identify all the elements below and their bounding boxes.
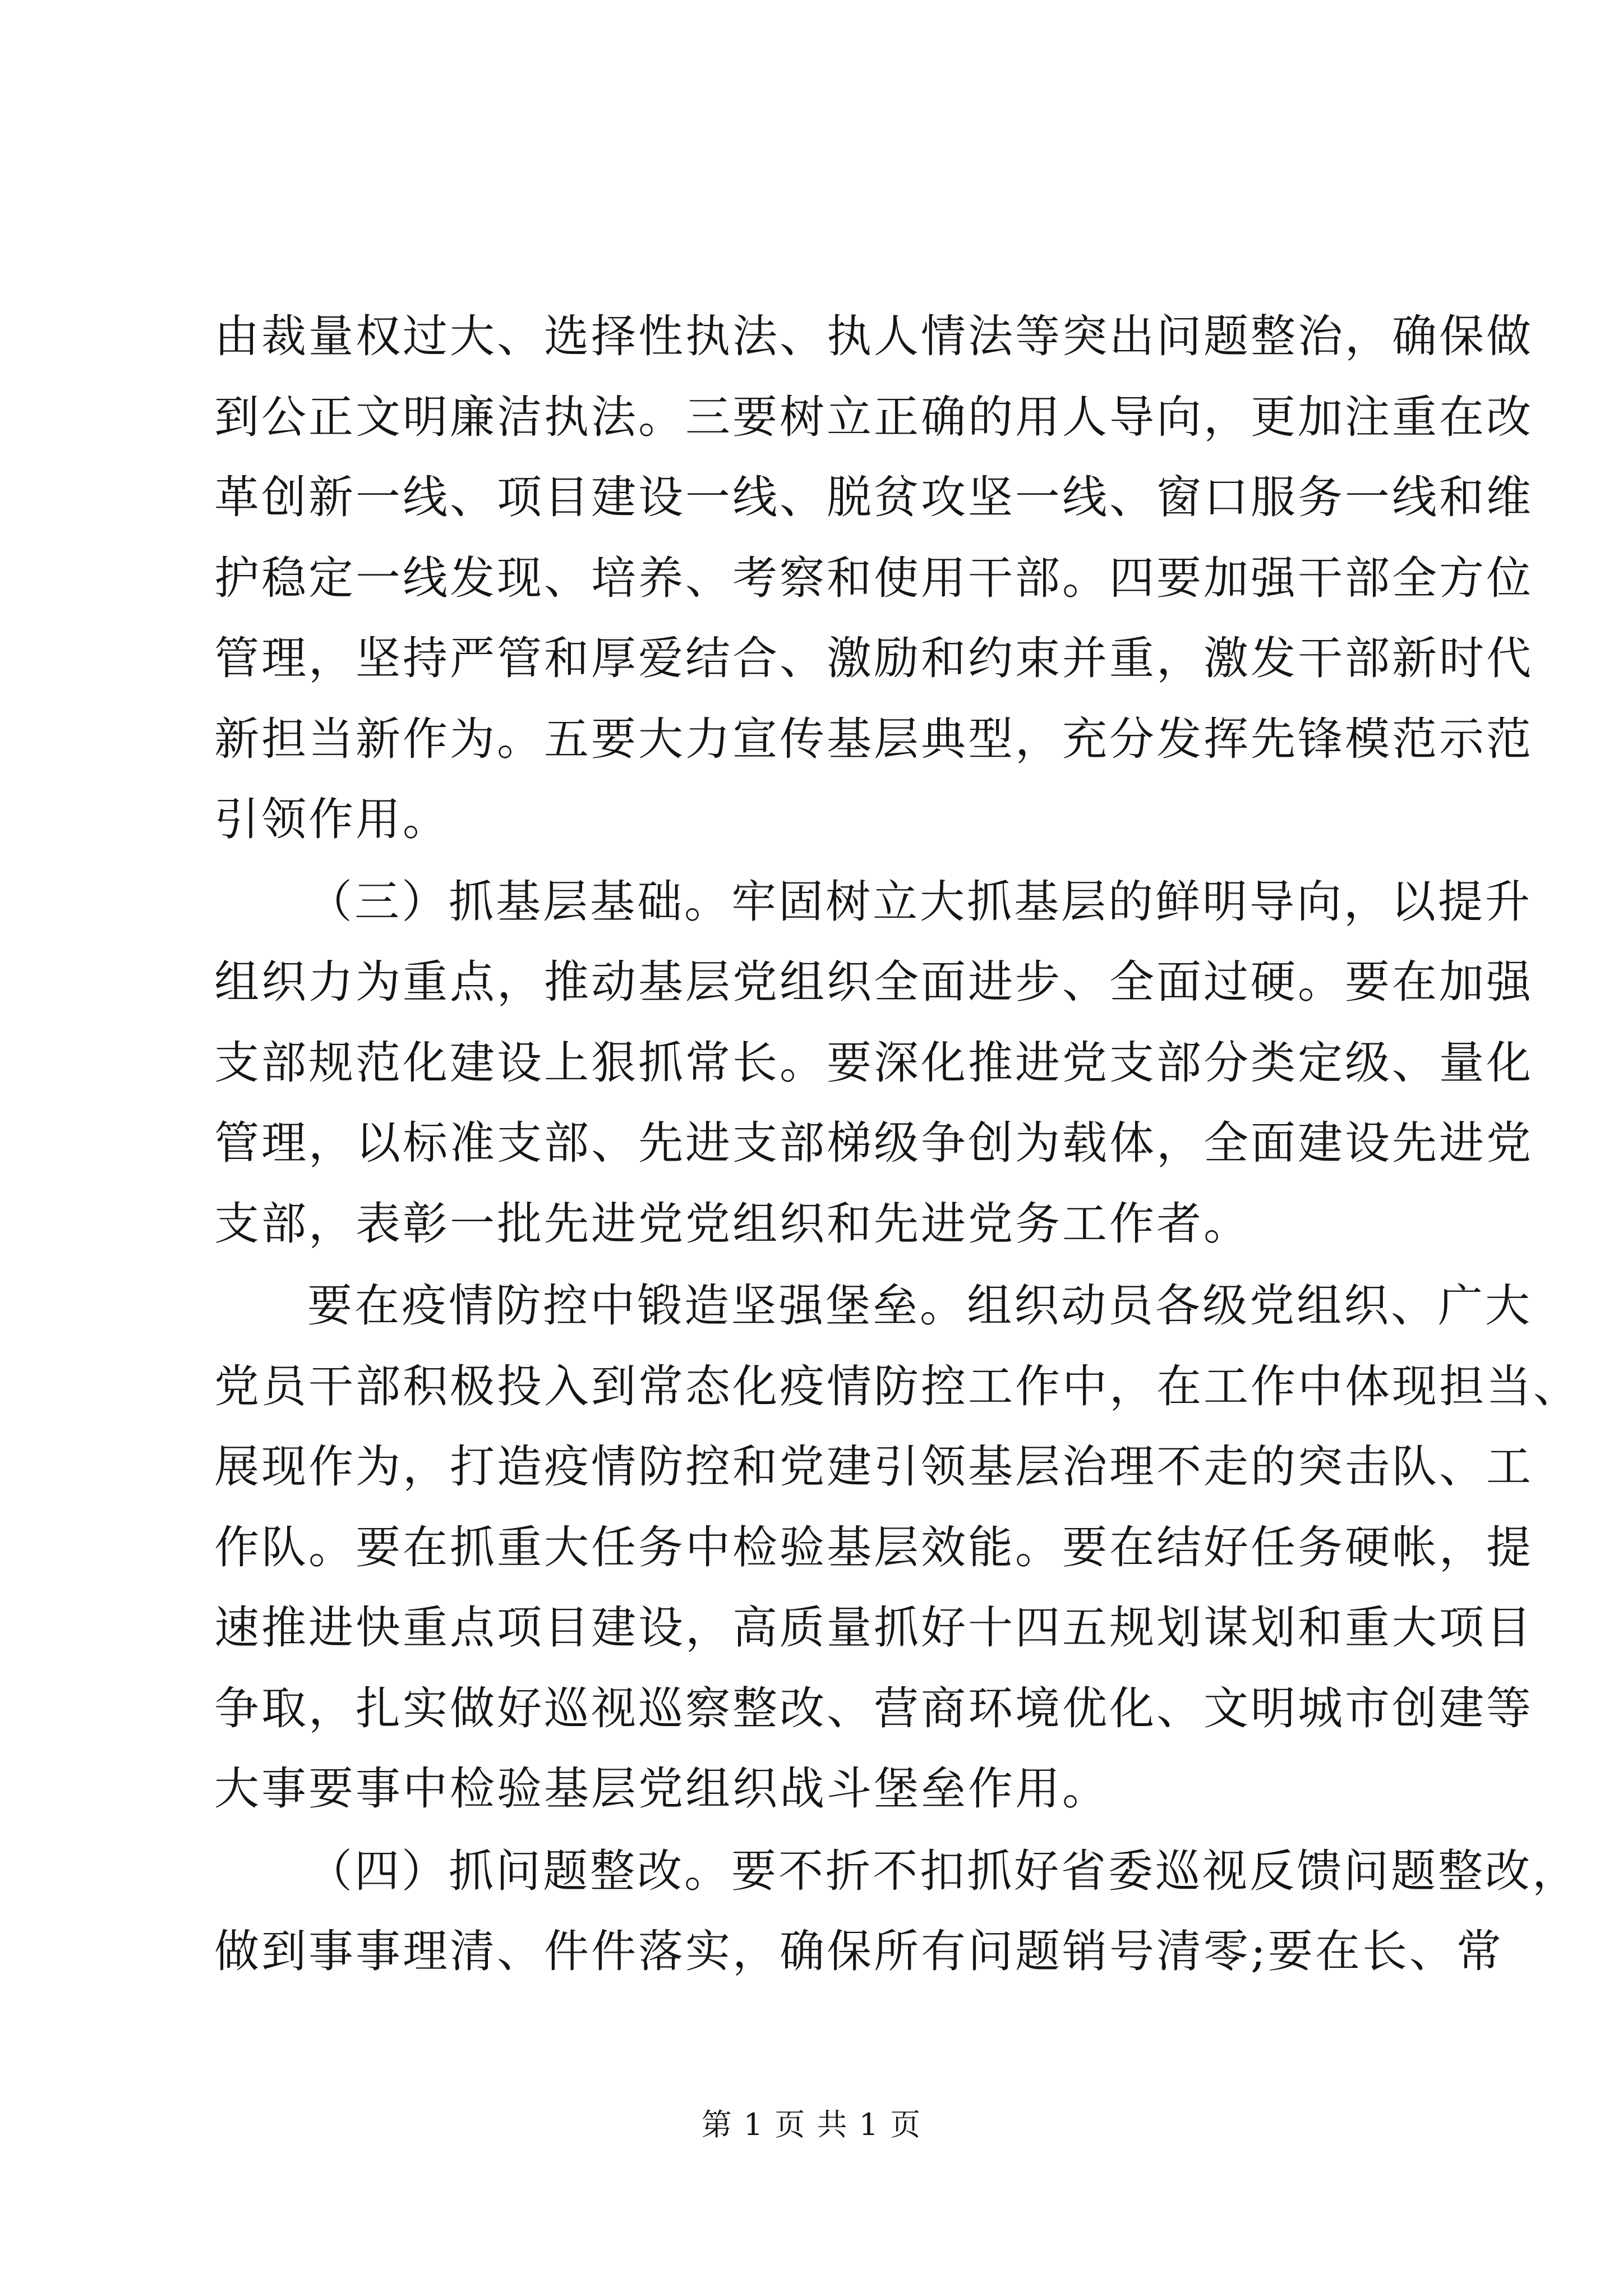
paragraph-start-line: （三）抓基层基础。牢固树立大抓基层的鲜明导向，以提升	[307, 875, 1532, 928]
text-line: 做到事事理清、件件落实，确保所有问题销号清零;要在长、常	[214, 1925, 1504, 1977]
paragraph-start-line: （四）抓问题整改。要不折不扣抓好省委巡视反馈问题整改，	[307, 1844, 1579, 1897]
text-line: 引领作用。	[214, 793, 450, 845]
text-line: 速推进快重点项目建设，高质量抓好十四五规划谋划和重大项目	[214, 1602, 1533, 1654]
paragraph-start-line: 要在疫情防控中锻造坚强堡垒。组织动员各级党组织、广大	[307, 1280, 1532, 1332]
text-line: 展现作为，打造疫情防控和党建引领基层治理不走的突击队、工	[214, 1441, 1533, 1493]
text-line: 管理，以标准支部、先进支部梯级争创为载体，全面建设先进党	[214, 1117, 1533, 1169]
text-line: 革创新一线、项目建设一线、脱贫攻坚一线、窗口服务一线和维	[214, 471, 1533, 523]
page-number-footer: 第 1 页 共 1 页	[701, 2107, 922, 2142]
text-line: 大事要事中检验基层党组织战斗堡垒作用。	[214, 1763, 1109, 1815]
text-line: 管理，坚持严管和厚爱结合、激励和约束并重，激发干部新时代	[214, 632, 1533, 684]
text-line: 作队。要在抓重大任务中检验基层效能。要在结好任务硬帐，提	[214, 1521, 1533, 1573]
text-line: 支部规范化建设上狠抓常长。要深化推进党支部分类定级、量化	[214, 1036, 1533, 1089]
document-body	[214, 296, 1580, 1992]
text-line: 支部，表彰一批先进党党组织和先进党务工作者。	[214, 1197, 1251, 1250]
text-line: 党员干部积极投入到常态化疫情防控工作中，在工作中体现担当、	[214, 1360, 1580, 1412]
text-line: 由裁量权过大、选择性执法、执人情法等突出问题整治，确保做	[214, 310, 1533, 362]
text-line: 护稳定一线发现、培养、考察和使用干部。四要加强干部全方位	[214, 551, 1533, 604]
text-line: 组织力为重点，推动基层党组织全面进步、全面过硬。要在加强	[214, 956, 1533, 1008]
text-line: 争取，扎实做好巡视巡察整改、营商环境优化、文明城市创建等	[214, 1682, 1533, 1734]
text-line: 到公正文明廉洁执法。三要树立正确的用人导向，更加注重在改	[214, 390, 1533, 443]
text-line: 新担当新作为。五要大力宣传基层典型，充分发挥先锋模范示范	[214, 712, 1533, 765]
